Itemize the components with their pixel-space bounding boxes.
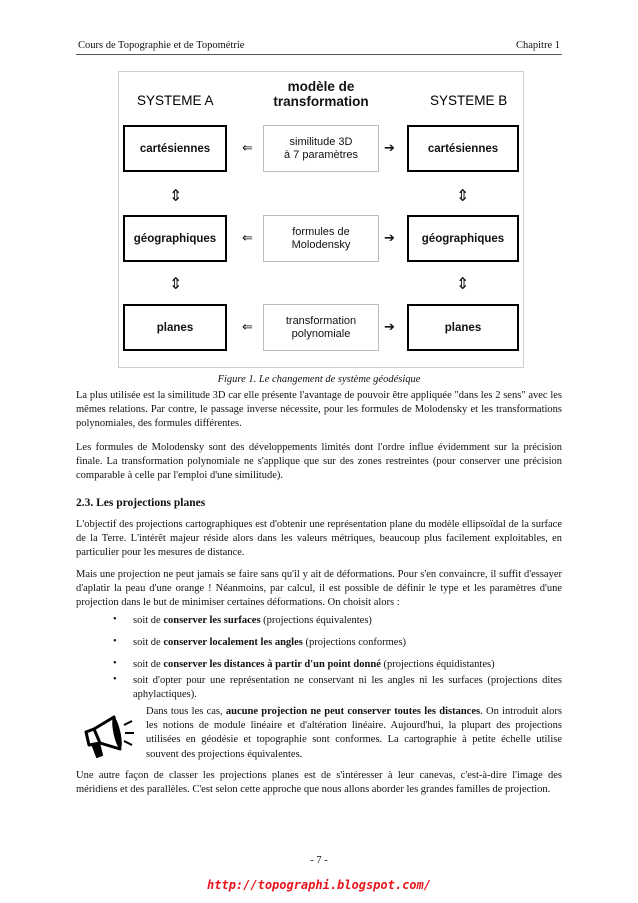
- box-polynomial-line2: polynomiale: [291, 327, 351, 340]
- system-b-title: SYSTEME B: [430, 93, 508, 108]
- box-b-cartesian: cartésiennes: [407, 125, 519, 172]
- arrow-updown-icon: ⇕: [169, 274, 183, 293]
- header-rule: [76, 54, 562, 55]
- paragraph-deformations: Mais une projection ne peut jamais se faire sans qu'il y ait de déformations. Pour s'en convaincre, il suffit d'essayer d'aplatir la peau d'une orange ! Néanmoins, par calcul, il est possible de définir le type et les paramètres d'une projection dans le but de minimiser certaines déformations. On choisit alors :: [76, 569, 562, 609]
- bullet-symbol: •: [113, 674, 117, 685]
- blog-link[interactable]: http://topographi.blogspot.com/: [207, 878, 431, 892]
- arrow-left-icon: ⇐: [242, 320, 253, 335]
- megaphone-icon: [80, 711, 136, 761]
- arrow-right-icon: ➔: [384, 141, 395, 156]
- note-distances: Dans tous les cas, aucune projection ne peut conserver toutes les distances. On introduit alors les notions de module linéaire et d'altération linéaire. Aujourd'hui, la plupart des projections utilisées en géodésie et topographie sont conformes. La cartographie à petite échelle utilise souvent des projections équivalentes.: [146, 706, 562, 760]
- bullet-item: soit de conserver localement les angles (projections conformes): [133, 637, 407, 648]
- paragraph-canevas: Une autre façon de classer les projections planes est de s'intéresser à leur canevas, c'est-à-dire l'image des méridiens et des parallèles. C'est selon cette approche que nous allons aborder les grandes familles de projection.: [76, 770, 562, 796]
- paragraph-objective: L'objectif des projections cartographiques est d'obtenir une représentation plane du modèle ellipsoïdal de la surface de la Terre. L'intérêt majeur réside alors dans les valeurs métriques, beaucoup plus facilement exploitables, en particulier pour les mesures de distance.: [76, 519, 562, 559]
- bullet-symbol: •: [113, 614, 117, 625]
- arrow-updown-icon: ⇕: [456, 274, 470, 293]
- header-chapter: Chapitre 1: [515, 40, 560, 51]
- figure-geodetic-change: [118, 71, 524, 368]
- arrow-updown-icon: ⇕: [456, 186, 470, 205]
- paragraph-molodensky: Les formules de Molodensky sont des développements limités dont l'ordre influe évidemment sur la précision finale. La transformation polynomiale ne s'applique que sur des zones restreintes (pour conserver une précision comparable à celle par l'emploi d'une similitude).: [76, 442, 562, 482]
- figure-caption: Figure 1. Le changement de système géodésique: [217, 374, 421, 385]
- arrow-left-icon: ⇐: [242, 231, 253, 246]
- arrow-left-icon: ⇐: [242, 141, 253, 156]
- section-title: 2.3. Les projections planes: [76, 497, 206, 509]
- system-a-title: SYSTEME A: [137, 93, 214, 108]
- box-similitude-line1: similitude 3D: [289, 135, 353, 148]
- bullet-item: soit de conserver les distances à partir d'un point donné (projections équidistantes): [133, 659, 495, 670]
- box-b-geographic: géographiques: [407, 215, 519, 262]
- box-polynomial: [263, 304, 379, 351]
- box-b-planar: planes: [407, 304, 519, 351]
- box-a-geographic: géographiques: [123, 215, 227, 262]
- box-molodensky-line1: formules de: [292, 225, 350, 238]
- box-a-cartesian: cartésiennes: [123, 125, 227, 172]
- header-course-title: Cours de Topographie et de Topométrie: [78, 40, 245, 51]
- bullet-symbol: •: [113, 636, 117, 647]
- paragraph-similitude: La plus utilisée est la similitude 3D car elle présente l'avantage de pouvoir être appliquée "dans les 2 sens" avec les mêmes relations. Par contre, le passage inverse nécessite, pour les formules de Molodensky et les transformations polynomiales, des formules différentes.: [76, 390, 562, 430]
- transformation-model-title-line2: transformation: [273, 94, 369, 109]
- box-a-planar: planes: [123, 304, 227, 351]
- page-number: - 7 -: [310, 855, 328, 866]
- bullet-item: soit de conserver les surfaces (projections équivalentes): [133, 615, 372, 626]
- bullet-item: soit d'opter pour une représentation ne conservant ni les angles ni les surfaces (projections dites aphylactiques).: [133, 675, 562, 701]
- box-molodensky-line2: Molodensky: [291, 238, 351, 251]
- transformation-model-title-line1: modèle de: [287, 79, 355, 94]
- box-polynomial-line1: transformation: [285, 314, 357, 327]
- box-similitude-line2: à 7 paramètres: [284, 148, 358, 161]
- transformation-model-title: [241, 79, 401, 109]
- arrow-updown-icon: ⇕: [169, 186, 183, 205]
- bullet-symbol: •: [113, 658, 117, 669]
- box-molodensky: [263, 215, 379, 262]
- arrow-right-icon: ➔: [384, 320, 395, 335]
- arrow-right-icon: ➔: [384, 231, 395, 246]
- box-similitude-3d: [263, 125, 379, 172]
